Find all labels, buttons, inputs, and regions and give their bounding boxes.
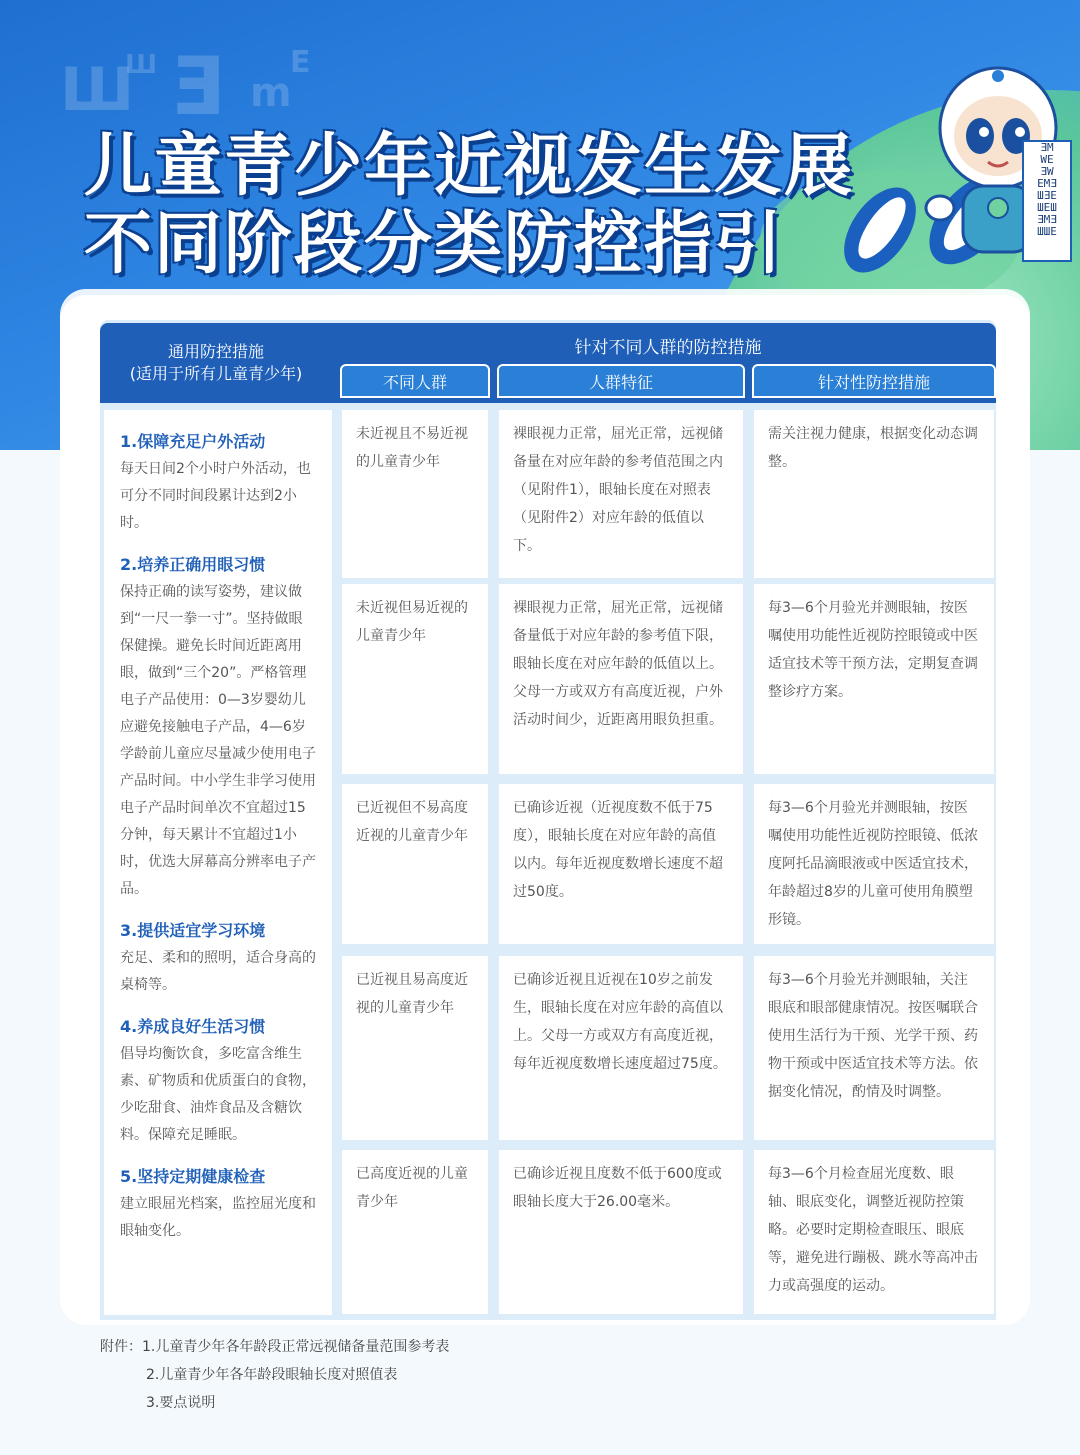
attachments-footer: [100, 1333, 449, 1417]
row-group-cell: 已近视但不易高度近视的儿童青少年: [342, 784, 488, 944]
row-feature-cell: 裸眼视力正常，屈光正常，远视储备量低于对应年龄的参考值下限，眼轴长度在对应年龄的低值以上。父母一方或双方有高度近视，户外活动时间少，近距离用眼负担重。: [499, 584, 743, 774]
general-measures-list: [104, 410, 332, 1315]
general-measure-item: [120, 1163, 316, 1245]
row-group-cell: 未近视且不易近视的儿童青少年: [342, 410, 488, 578]
general-measure-item: [120, 551, 316, 903]
row-feature-cell: 已确诊近视且度数不低于600度或眼轴长度大于26.00毫米。: [499, 1150, 743, 1314]
row-measure-cell: 需关注视力健康，根据变化动态调整。: [754, 410, 994, 578]
eye-chart-card: ƎM WE ƎW EMƎ ШƎE ШEШ ƎMƎ ШШE: [1022, 140, 1072, 262]
row-feature-cell: 已确诊近视（近视度数不低于75度），眼轴长度在对应年龄的高值以内。每年近视度数增长速度不超过50度。: [499, 784, 743, 944]
row-group-cell: 未近视但易近视的儿童青少年: [342, 584, 488, 774]
general-measure-title: 1.保障充足户外活动: [120, 432, 266, 451]
eye-chart-deco-icon: Ш: [60, 55, 135, 125]
eye-chart-deco-icon: Ǝ: [170, 40, 225, 133]
general-measure-title: 2.培养正确用眼习惯: [120, 555, 266, 574]
row-measure-cell: 每3—6个月验光并测眼轴，按医嘱使用功能性近视防控眼镜、低浓度阿托品滴眼液或中医适宜技术，年龄超过8岁的儿童可使用角膜塑形镜。: [754, 784, 994, 944]
attachment-line: [100, 1333, 449, 1361]
attachment-line: [100, 1361, 449, 1389]
col-header-measure: 针对性防控措施: [752, 364, 996, 398]
row-measure-cell: 每3—6个月检查屈光度数、眼轴、眼底变化，调整近视防控策略。必要时定期检查眼压、眼底等，避免进行蹦极、跳水等高冲击力或高强度的运动。: [754, 1150, 994, 1314]
general-measures-header: [100, 323, 332, 403]
title-line-2: 不同阶段分类防控指引: [84, 205, 785, 284]
general-measure-item: [120, 917, 316, 999]
targeted-measures-header: 针对不同人群的防控措施: [574, 338, 762, 358]
attachment-item: 1.儿童青少年各年龄段正常远视储备量范围参考表: [142, 1339, 450, 1355]
general-measure-item: [120, 428, 316, 537]
row-group-cell: 已高度近视的儿童青少年: [342, 1150, 488, 1314]
general-measure-title: 3.提供适宜学习环境: [120, 921, 266, 940]
header-left-line1: 通用防控措施: [167, 342, 264, 361]
general-measure-item: [120, 1013, 316, 1149]
row-measure-cell: 每3—6个月验光并测眼轴，关注眼底和眼部健康情况。按医嘱联合使用生活行为干预、光学干预、药物干预或中医适宜技术等方法。依据变化情况，酌情及时调整。: [754, 956, 994, 1140]
attachment-item: 2.儿童青少年各年龄段眼轴长度对照值表: [146, 1367, 398, 1383]
general-measure-body: 倡导均衡饮食，多吃富含维生素、矿物质和优质蛋白的食物，少吃甜食、油炸食品及含糖饮料。保障充足睡眠。: [120, 1046, 316, 1143]
attachment-line: [100, 1389, 449, 1417]
general-measure-body: 充足、柔和的照明，适合身高的桌椅等。: [120, 950, 316, 993]
attachment-prefix: 附件：: [100, 1339, 142, 1355]
eye-chart-deco-icon: E: [290, 45, 311, 80]
general-measure-body: 保持正确的读写姿势，建议做到“一尺一拳一寸”。坚持做眼保健操。避免长时间近距离用眼，做到“三个20”。严格管理电子产品使用：0—3岁婴幼儿应避免接触电子产品，4—6岁学龄前儿童应尽量减少使用电子产品时间。中小学生非学习使用电子产品时间单次不宜超过15分钟，每天累计不宜超过1小时，优选大屏幕高分辨率电子产品。: [120, 584, 316, 897]
col-header-feature: 人群特征: [497, 364, 745, 398]
general-measure-title: 5.坚持定期健康检查: [120, 1167, 266, 1186]
general-measure-body: 每天日间2个小时户外活动，也可分不同时间段累计达到2小时。: [120, 461, 311, 531]
row-feature-cell: 已确诊近视且近视在10岁之前发生，眼轴长度在对应年龄的高值以上。父母一方或双方有高度近视，每年近视度数增长速度超过75度。: [499, 956, 743, 1140]
col-header-group: 不同人群: [340, 364, 490, 398]
general-measure-body: 建立眼屈光档案，监控屈光度和眼轴变化。: [120, 1196, 316, 1239]
row-feature-cell: 裸眼视力正常，屈光正常，远视储备量在对应年龄的参考值范围之内（见附件1），眼轴长度在对照表（见附件2）对应年龄的低值以下。: [499, 410, 743, 578]
row-measure-cell: 每3—6个月验光并测眼轴，按医嘱使用功能性近视防控眼镜或中医适宜技术等干预方法，定期复查调整诊疗方案。: [754, 584, 994, 774]
header-left-line2: (适用于所有儿童青少年): [129, 364, 303, 383]
general-measure-title: 4.养成良好生活习惯: [120, 1017, 266, 1036]
attachment-item: 3.要点说明: [146, 1395, 216, 1411]
eye-chart-deco-icon: m: [250, 70, 292, 116]
eye-chart-deco-icon: Ш: [125, 50, 158, 80]
title-line-1: 儿童青少年近视发生发展: [84, 127, 855, 206]
row-group-cell: 已近视且易高度近视的儿童青少年: [342, 956, 488, 1140]
